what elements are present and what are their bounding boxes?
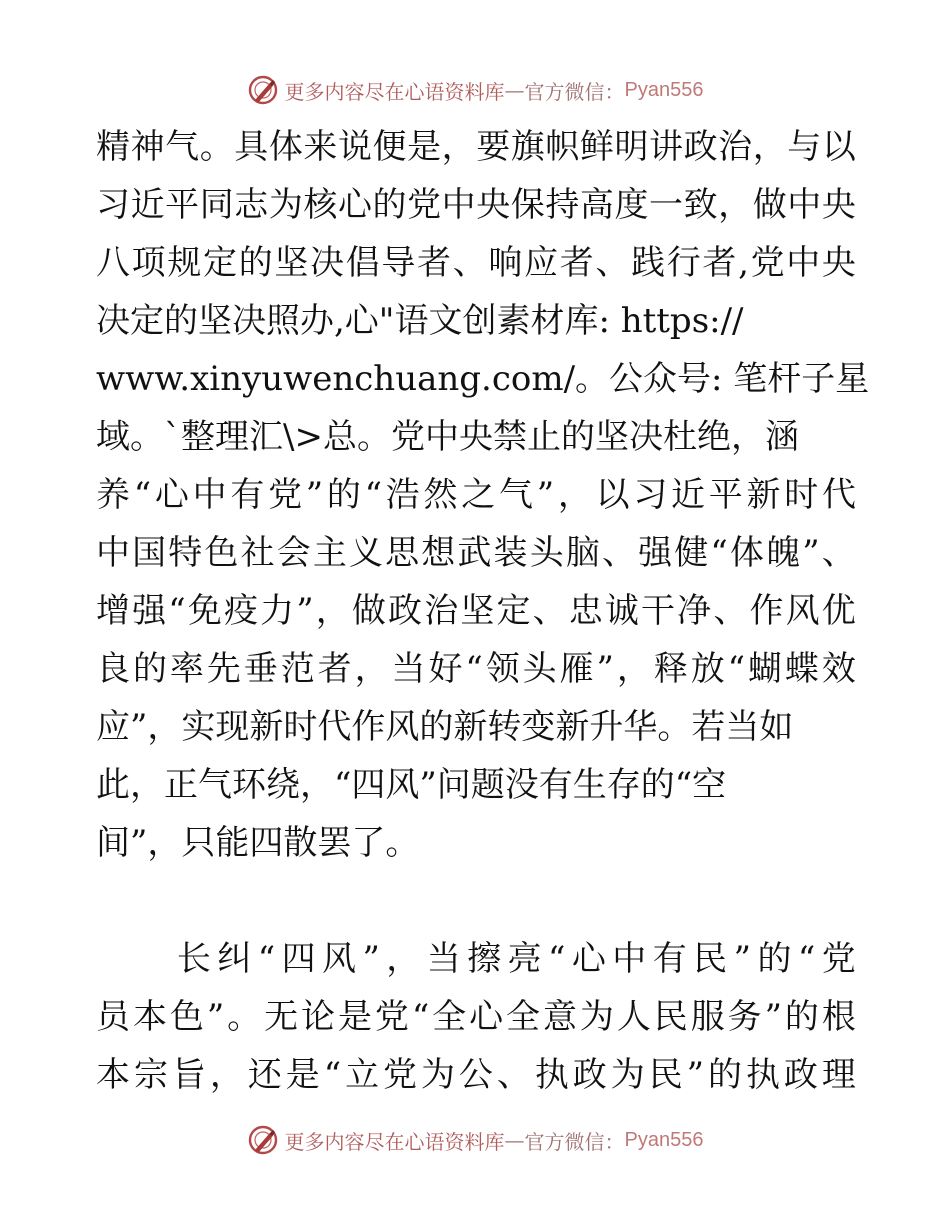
paragraph-gap xyxy=(96,872,856,930)
text-line: 增 强 “ 免 疫 力 ” ， 做 政 治 坚 定 、 忠 诚 干 净 、 作 风 优 xyxy=(96,591,856,631)
footer-banner xyxy=(0,1122,950,1158)
text-line: 中 国 特 色 社 会 主 义 思 想 武 装 头 脑 、 强 健 “ 体 魄 ” 、 xyxy=(96,533,856,573)
text-line: 决定的坚决照办,心"语文创素材库: https:// xyxy=(96,301,744,341)
header-contact-label: 官方微信： xyxy=(524,79,625,104)
footer-brand-text: 更多内容尽在心语资料库 xyxy=(284,1129,505,1154)
text-line: 八 项 规 定 的 坚 决 倡 导 者 、 响 应 者 、 践 行 者 , 党 中 央 xyxy=(96,243,856,283)
text-line: 应”，实现新时代作风的新转变新升华。若当如 xyxy=(96,707,794,747)
text-line: 精 神 气 。 具 体 来 说 便 是 ， 要 旗 帜 鲜 明 讲 政 治 ， 与 以 xyxy=(96,127,856,167)
text-line: 长 纠 “ 四 风 ” ， 当 擦 亮 “ 心 中 有 民 ” 的 “ 党 xyxy=(176,939,856,979)
footer-separator: — xyxy=(504,1128,525,1152)
pen-logo-icon xyxy=(247,1124,279,1156)
footer-wechat-id: Pyan556 xyxy=(624,1128,704,1151)
footer-contact-label: 官方微信： xyxy=(524,1129,625,1154)
pen-logo-icon xyxy=(247,74,279,106)
header-separator: — xyxy=(504,78,525,102)
header-banner xyxy=(0,72,950,108)
text-line: www.xinyuwenchuang.com/。公众号: 笔杆子星 xyxy=(96,359,870,399)
text-line: 本 宗 旨 ， 还 是 “ 立 党 为 公 、 执 政 为 民 ” 的 执 政 理 xyxy=(96,1055,856,1095)
text-line: 域。`整理汇\>总。党中央禁止的坚决杜绝，涵 xyxy=(96,417,799,457)
header-brand-text: 更多内容尽在心语资料库 xyxy=(284,79,505,104)
text-line: 员 本 色 ” 。 无 论 是 党 “ 全 心 全 意 为 人 民 服 务 ” 的 根 xyxy=(96,997,856,1037)
text-line: 此，正气环绕，“四风”问题没有生存的“空 xyxy=(96,765,727,805)
text-line: 养 “ 心 中 有 党 ” 的 “ 浩 然 之 气 ” ， 以 习 近 平 新 时 代 xyxy=(96,475,856,515)
header-wechat-id: Pyan556 xyxy=(624,78,704,101)
text-line: 习 近 平 同 志 为 核 心 的 党 中 央 保 持 高 度 一 致 ， 做 中 央 xyxy=(96,185,856,225)
text-line: 间”，只能四散罢了。 xyxy=(96,823,420,863)
text-line: 良 的 率 先 垂 范 者 ， 当 好 “ 领 头 雁 ” ， 释 放 “ 蝴 蝶 效 xyxy=(96,649,856,689)
body-text xyxy=(96,118,870,1104)
